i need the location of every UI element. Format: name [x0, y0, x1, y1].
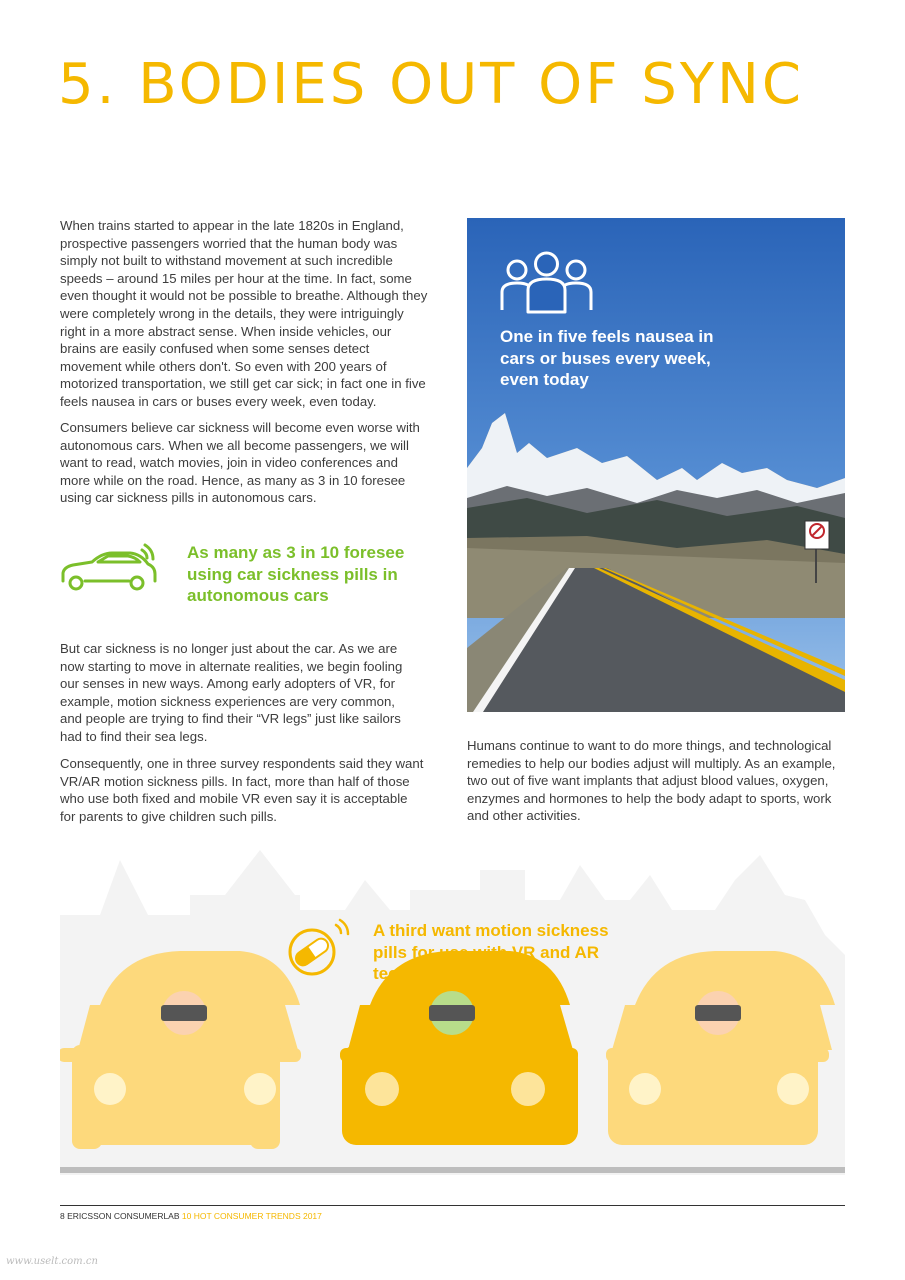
page-title: 5. BODIES OUT OF SYNC	[58, 52, 805, 117]
autonomous-paragraph: Consumers believe car sickness will become even worse with autonomous cars. When we all become passengers, we will want to read, watch movies, join in video conferences and more while on the road. Hence, as many as 3 in 10 foresee using car sickness pills in autonomous cars.	[60, 420, 420, 506]
footer-report: 10 HOT CONSUMER TRENDS 2017	[181, 1211, 322, 1221]
car-sickness-callout: As many as 3 in 10 foresee using car sickness pills in autonomous cars	[187, 543, 405, 605]
people-group-icon	[499, 250, 594, 315]
cars-illustration	[60, 845, 845, 1175]
footer-divider	[60, 1205, 845, 1206]
car-signal-icon	[58, 542, 164, 594]
page-number: 8	[60, 1211, 65, 1221]
photo-caption: One in five feels nausea in cars or buses every week, even today	[500, 327, 714, 389]
mountain-road-photo	[467, 218, 845, 712]
implants-paragraph: Humans continue to want to do more things, and technological remedies to help our bodies adjust will multiply. As an example, two out of five want implants that adjust blood values, oxygen, enzymes and hormones to help the body adapt to sports, work and other activities.	[467, 738, 836, 824]
vr-paragraph: But car sickness is no longer just about the car. As we are now starting to move in alternate realities, we begin fooling our senses in new ways. Among early adopters of VR, for example, motion sickness experiences are very common, and people are trying to find their “VR legs” just like sailors had to find their sea legs.	[60, 641, 403, 744]
vr-pills-callout: A third want motion sickness pills for use with VR and AR technology	[373, 921, 609, 983]
page-footer	[60, 1211, 322, 1221]
intro-paragraph: When trains started to appear in the late 1820s in England, prospective passengers worried that the human body was simply not built to withstand movement at such incredible speeds – around 15 miles per hour at the time. In fact, some even thought it would not be possible to breathe. Although they were completely wrong in the details, they were intriguingly right in a more abstract sense. When inside vehicles, our brains are easily confused when some senses detect movement while others don't. So even with 200 years of motorized transportation, we still get car sick; in fact one in five feels nausea in cars or buses every week, even today.	[60, 218, 428, 409]
survey-paragraph: Consequently, one in three survey respondents said they want VR/AR motion sickness pills. In fact, more than half of those who use both fixed and mobile VR even say it is acceptable for parents to give children such pills.	[60, 756, 424, 824]
watermark: www.uselt.com.cn	[6, 1256, 98, 1267]
footer-brand: ERICSSON CONSUMERLAB	[67, 1211, 180, 1221]
